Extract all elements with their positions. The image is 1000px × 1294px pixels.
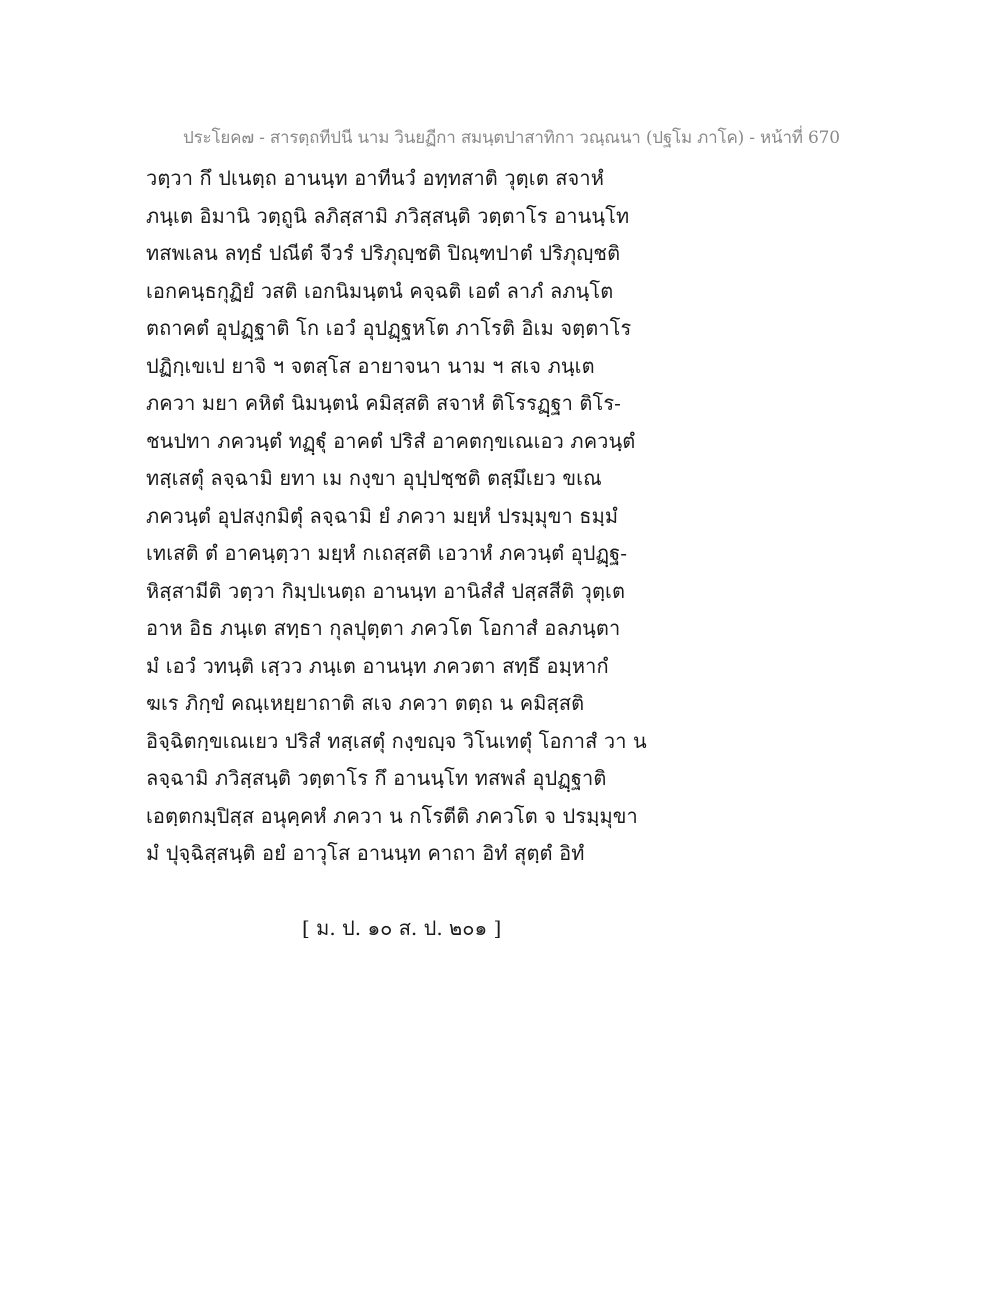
text-line: ทสฺเสตุํ ลจฺฉามิ ยทา เม กงฺขา อุปฺปชฺชติ ตสฺมึเยว ขเณ [146, 466, 602, 490]
text-line: ภควา มยา คหิตํ นิมนฺตนํ คมิสฺสติ สจาหํ ติโรรฏฺฐา ติโร- [146, 391, 622, 415]
text-line: หิสฺสามีติ วตฺวา กิมฺปเนตฺถ อานนฺท อานิสํสํ ปสฺสสีติ วุตฺเต [146, 578, 626, 603]
text-line: ปฏิกฺเขเป ยาจิ ฯ จตสฺโส อายาจนา นาม ฯ สเจ ภนฺเต [146, 353, 595, 378]
text-line: ทสพเลน ลทฺธํ ปณีตํ จีวรํ ปริภุญฺชติ ปิณฺฑปาตํ ปริภุญฺชติ [146, 241, 621, 265]
text-line: วตฺวา กึ ปเนตฺถ อานนฺท อาทีนวํ อทฺทสาติ วุตฺเต สจาหํ [146, 166, 604, 190]
text-line: ตถาคตํ อุปฏฺฐาติ โก เอวํ อุปฏฺฐหโต ภาโรติ อิเม จตฺตาโร [146, 316, 632, 340]
text-line: ชนปทา ภควนฺตํ ทฏฺฐุํ อาคตํ ปริสํ อาคตกฺขเณเอว ภควนฺตํ [146, 428, 636, 453]
text-line: เทเสติ ตํ อาคนฺตฺวา มยฺหํ กเถสฺสติ เอวาหํ ภควนฺตํ อุปฏฺฐ- [146, 541, 628, 565]
text-line: อิจฺฉิตกฺขเณเยว ปริสํ ทสฺเสตุํ กงฺขญฺจ วิโนเทตุํ โอกาสํ วา น [146, 728, 647, 753]
text-line: ภควนฺตํ อุปสงฺกมิตุํ ลจฺฉามิ ยํ ภควา มยฺหํ ปรมฺมุขา ธมฺมํ [146, 503, 619, 528]
page-reference: [ ม. ป. ๑๐ ส. ป. ๒๐๑ ] [302, 916, 502, 940]
text-line: ภนฺเต อิมานิ วตฺถูนิ ลภิสฺสามิ ภวิสฺสนฺติ วตฺตาโร อานนฺโท [146, 203, 630, 228]
text-line: มํ เอวํ วทนฺติ เสฺวว ภนฺเต อานนฺท ภควตา สทฺธึ อมฺหากํ [146, 653, 609, 678]
body-text [146, 160, 646, 873]
running-header: ประโยค๗ - สารตฺถทีปนี นาม วินยฏีกา สมนฺตปาสาทิกา วณฺณนา (ปฐโม ภาโค) - หน้าที่ 670 [183, 128, 840, 148]
text-line: มํ ปุจฺฉิสฺสนฺติ อยํ อาวุโส อานนฺท คาถา อิทํ สุตฺตํ อิทํ [146, 841, 585, 865]
text-line: ลจฺฉามิ ภวิสฺสนฺติ วตฺตาโร กึ อานนฺโท ทสพลํ อุปฏฺฐาติ [146, 766, 607, 790]
text-line: เอกคนฺธกุฏิยํ วสติ เอกนิมนฺตนํ คจฺฉติ เอตํ ลาภํ ลภนฺโต [146, 278, 614, 303]
text-line: เอตฺตกมฺปิสฺส อนุคฺคหํ ภควา น กโรตีติ ภควโต จ ปรมฺมุขา [146, 803, 638, 828]
text-line: ฆเร ภิกฺขํ คณฺเหยฺยาถาติ สเจ ภควา ตตฺถ น คมิสฺสติ [146, 691, 585, 715]
text-line: อาห อิธ ภนฺเต สทฺธา กุลปุตฺตา ภควโต โอกาสํ อลภนฺตา [146, 616, 621, 640]
